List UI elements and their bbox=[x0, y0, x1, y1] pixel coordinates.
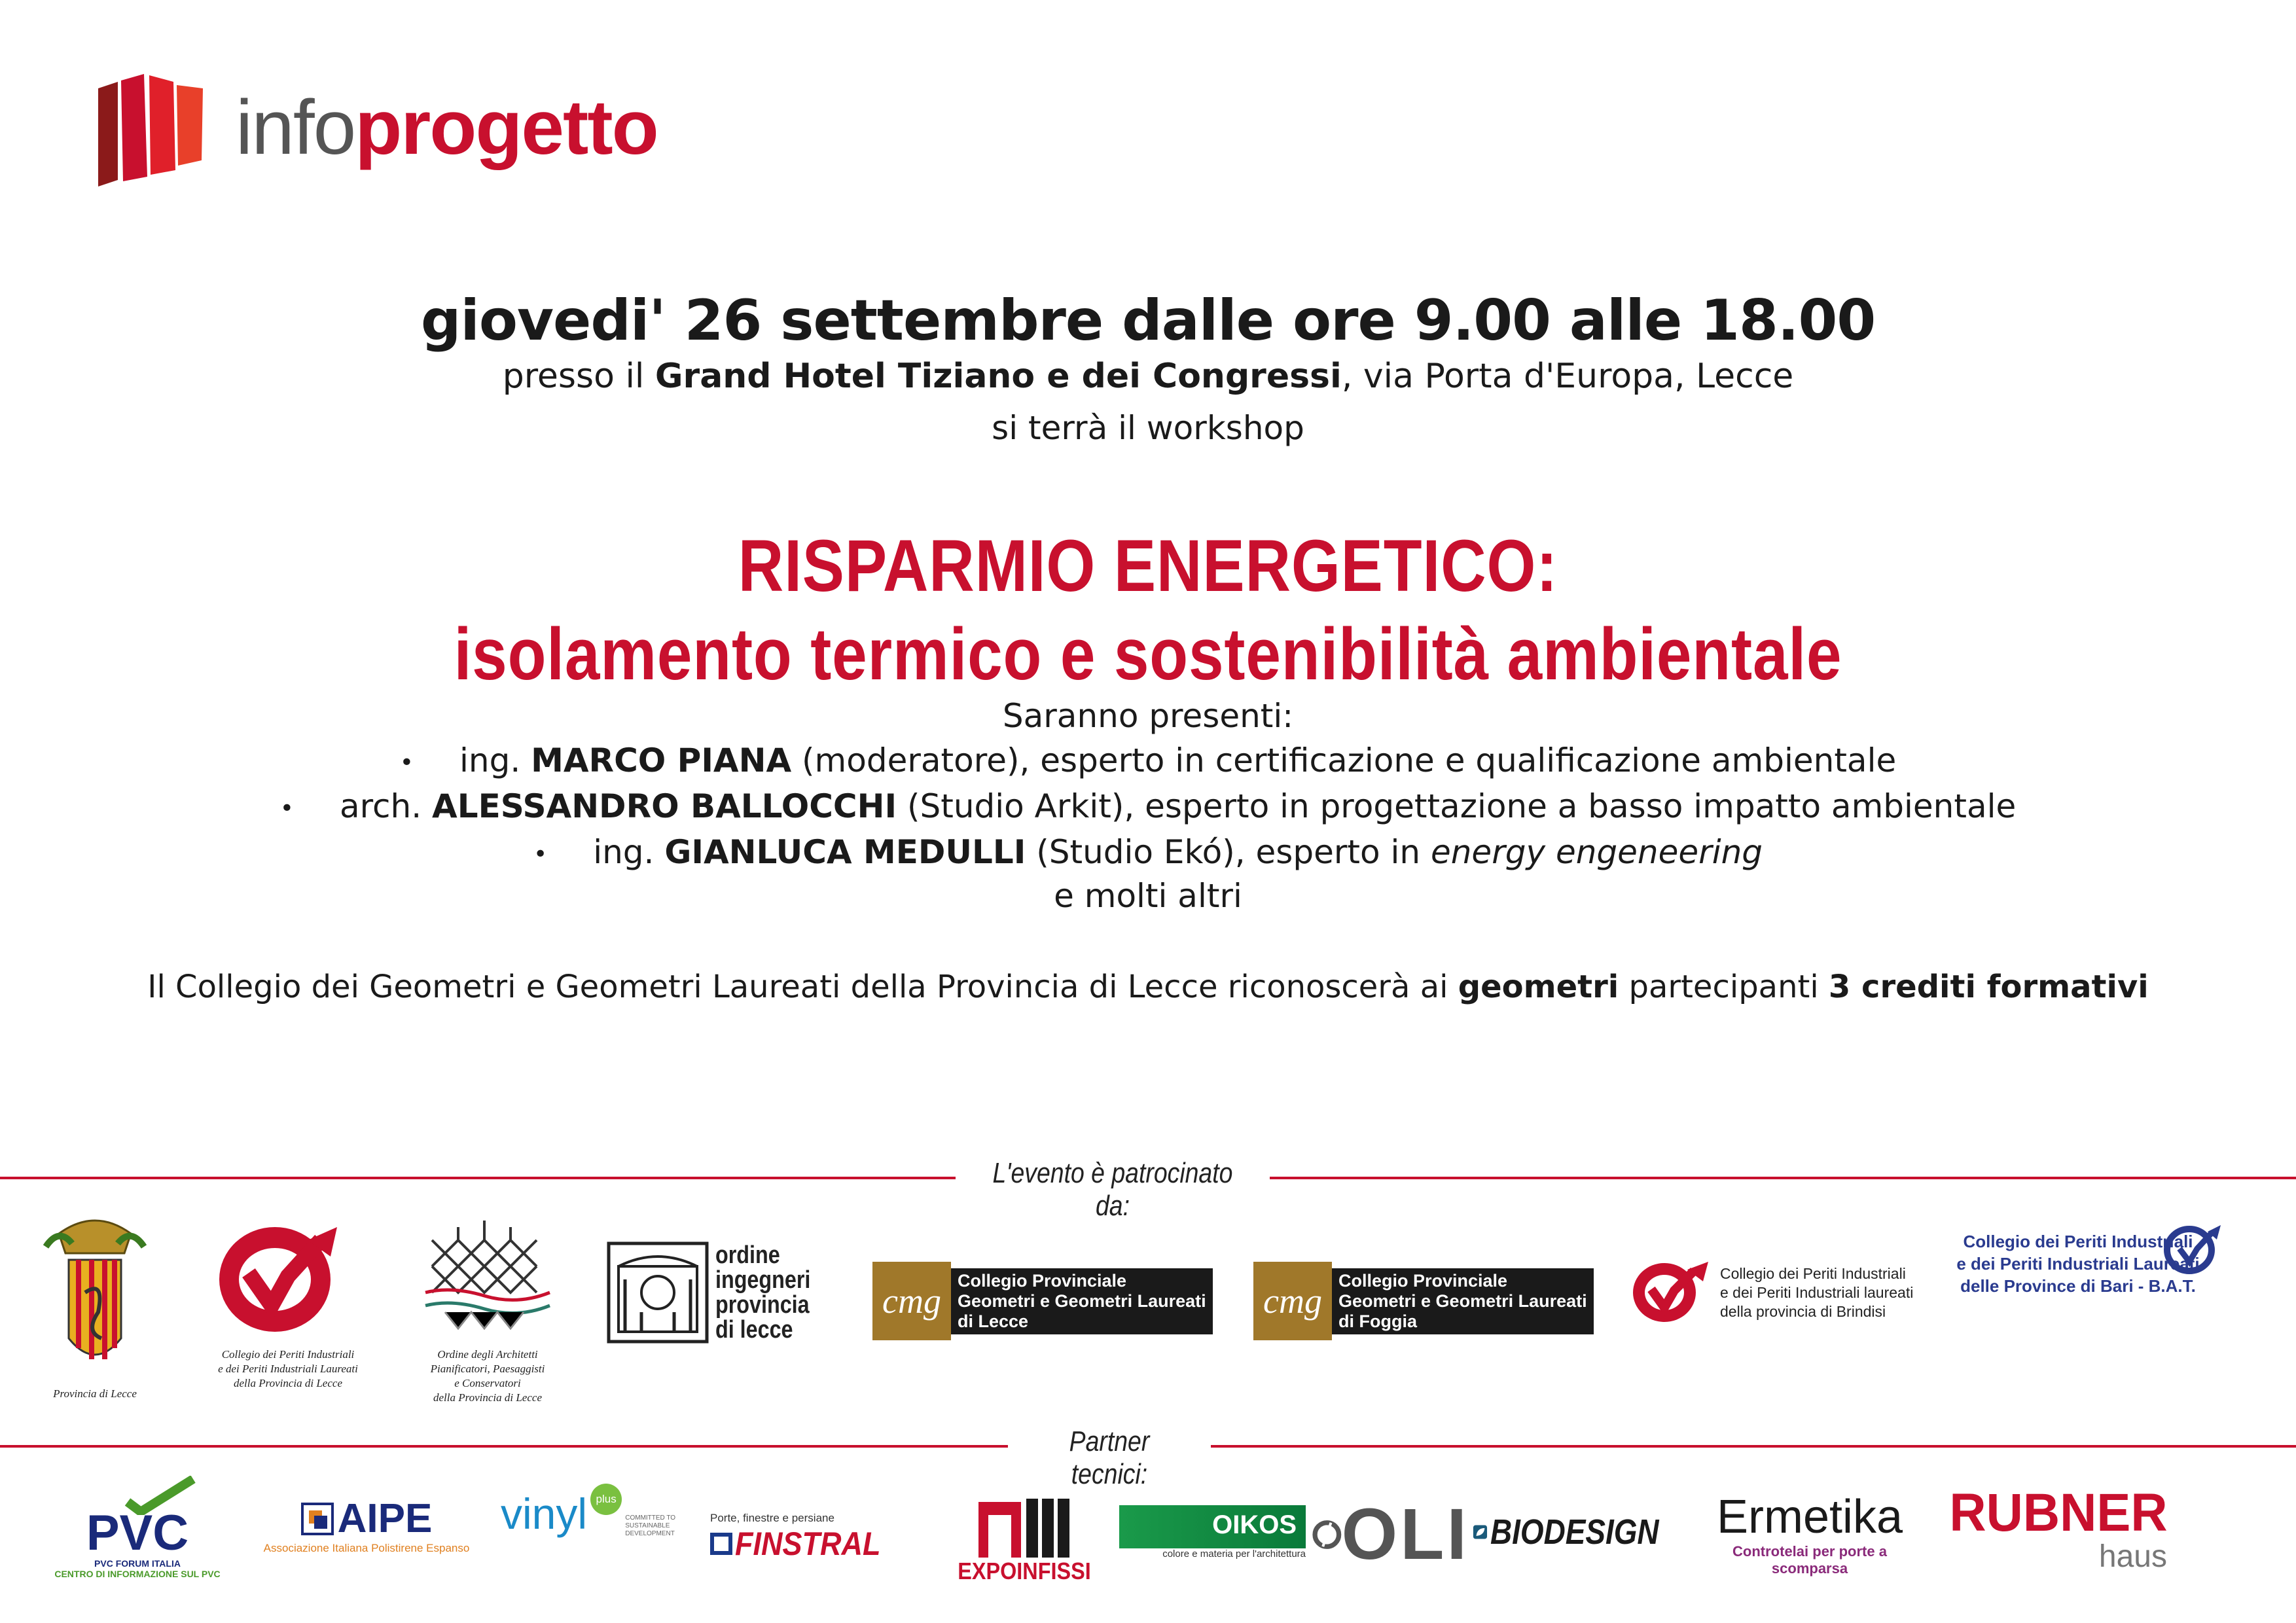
bullet-icon: • bbox=[533, 841, 548, 868]
oli-circle-icon bbox=[1312, 1499, 1342, 1571]
rubner-text: RUBNER bbox=[1949, 1483, 2168, 1543]
ingegneri-line: ordine bbox=[715, 1241, 780, 1269]
caption-line: e Conservatori bbox=[454, 1377, 521, 1389]
geometri-line: Geometri e Geometri Laureati bbox=[1338, 1291, 1587, 1311]
geometri-foggia-text bbox=[1332, 1268, 1594, 1334]
vinyl-plus-badge: plus bbox=[590, 1484, 622, 1515]
divider-line bbox=[0, 1445, 1008, 1448]
workshop-title-line2: isolamento termico e sostenibilità ambientale bbox=[454, 613, 1842, 695]
partners-label: Partner tecnici: bbox=[1023, 1425, 1196, 1491]
ermetika-text: Ermetika bbox=[1716, 1491, 1903, 1543]
credits-mid: partecipanti bbox=[1619, 969, 1829, 1005]
provincia-lecce-logo bbox=[39, 1207, 151, 1401]
oli-text: OLI bbox=[1341, 1494, 1469, 1575]
bari-line: Collegio dei Periti Industriali bbox=[1963, 1232, 2193, 1251]
finstral-top: Porte, finestre e persiane bbox=[710, 1512, 834, 1524]
vinylplus-logo bbox=[501, 1489, 710, 1541]
periti-line: e dei Periti Industriali laureati bbox=[1720, 1283, 1914, 1301]
periti-bari-emblem-icon bbox=[2163, 1222, 2222, 1275]
speaker-item bbox=[0, 833, 2296, 871]
biodesign-leaf-icon bbox=[1473, 1516, 1488, 1548]
divider-line bbox=[1211, 1445, 2296, 1448]
bari-line: delle Province di Bari - B.A.T. bbox=[1960, 1276, 2196, 1296]
speaker-item bbox=[0, 741, 2296, 779]
architetti-logo bbox=[412, 1214, 563, 1405]
rubner-sub: haus bbox=[2098, 1539, 2167, 1574]
ingegneri-line: provincia bbox=[715, 1291, 810, 1319]
periti-lecce-caption bbox=[190, 1347, 386, 1391]
caption-line: Pianificatori, Paesaggisti bbox=[430, 1363, 545, 1375]
finstral-text: FINSTRAL bbox=[735, 1525, 881, 1562]
speaker-name: MARCO PIANA bbox=[531, 741, 792, 779]
vinyl-sub: COMMITTED TO SUSTAINABLE DEVELOPMENT bbox=[625, 1514, 676, 1537]
periti-bari-logo bbox=[1934, 1222, 2222, 1297]
credits-count: 3 crediti formativi bbox=[1828, 969, 2149, 1005]
finstral-logo bbox=[710, 1512, 933, 1563]
bullet-icon: • bbox=[399, 749, 414, 776]
periti-brindisi-text bbox=[1720, 1264, 1913, 1321]
provincia-crest-icon bbox=[39, 1207, 151, 1384]
ermetika-logo bbox=[1695, 1491, 1924, 1577]
oikos-logo bbox=[1119, 1505, 1306, 1560]
periti-brindisi-logo bbox=[1628, 1257, 1913, 1329]
oikos-sub: colore e materia per l'architettura bbox=[1162, 1548, 1306, 1560]
pvc-forum-logo bbox=[39, 1476, 236, 1579]
event-date: giovedi' 26 settembre dalle ore 9.00 alle 18.00 bbox=[420, 288, 1876, 353]
aipe-logo bbox=[236, 1495, 497, 1555]
partners-divider bbox=[0, 1425, 2296, 1490]
geometri-line: di Lecce bbox=[958, 1311, 1029, 1331]
others-line: e molti altri bbox=[1054, 877, 1242, 915]
workshop-line: si terrà il workshop bbox=[992, 409, 1304, 447]
ingegneri-line: ingegneri bbox=[715, 1266, 811, 1294]
cmg-monogram-icon: cmg bbox=[872, 1262, 951, 1340]
speaker-prefix: ing. bbox=[593, 833, 665, 871]
ingegneri-text bbox=[715, 1243, 810, 1342]
caption-line: Ordine degli Architetti bbox=[437, 1348, 538, 1361]
caption-line: della Provincia di Lecce bbox=[433, 1391, 542, 1404]
geometri-lecce-text bbox=[951, 1268, 1213, 1334]
architetti-lattice-icon bbox=[412, 1214, 563, 1345]
periti-brindisi-emblem-icon bbox=[1628, 1257, 1713, 1329]
aipe-mark-icon bbox=[301, 1503, 334, 1535]
caption-line: e dei Periti Industriali Laureati bbox=[218, 1363, 358, 1375]
infoprogetto-mark-icon bbox=[92, 62, 209, 193]
periti-emblem-icon bbox=[190, 1214, 386, 1345]
credits-geometri: geometri bbox=[1458, 969, 1619, 1005]
caption-line: Collegio dei Periti Industriali bbox=[221, 1348, 355, 1361]
periti-lecce-logo bbox=[190, 1214, 386, 1391]
speaker-name: ALESSANDRO BALLOCCHI bbox=[432, 787, 897, 825]
speaker-prefix: ing. bbox=[459, 741, 531, 779]
periti-line: della provincia di Brindisi bbox=[1720, 1302, 1886, 1320]
oli-logo bbox=[1312, 1494, 1469, 1575]
ingegneri-line: di lecce bbox=[715, 1316, 793, 1344]
infoprogetto-logo bbox=[92, 62, 658, 193]
rubner-logo bbox=[1934, 1483, 2183, 1574]
biodesign-text: BIODESIGN bbox=[1490, 1512, 1659, 1552]
venue-name: Grand Hotel Tiziano e dei Congressi bbox=[655, 357, 1342, 396]
pvc-sub1: PVC FORUM ITALIA bbox=[94, 1558, 181, 1569]
pvc-sub2: CENTRO DI INFORMAZIONE SUL PVC bbox=[54, 1569, 221, 1579]
logo-progetto-text: progetto bbox=[355, 84, 658, 171]
expoinfissi-logo bbox=[936, 1495, 1113, 1585]
geometri-lecce-logo bbox=[872, 1262, 1213, 1340]
geometri-line: Collegio Provinciale bbox=[958, 1270, 1127, 1291]
pvc-text: PVC bbox=[86, 1505, 189, 1561]
geometri-line: di Foggia bbox=[1338, 1311, 1417, 1331]
periti-line: Collegio dei Periti Industriali bbox=[1720, 1264, 1906, 1282]
architetti-caption bbox=[412, 1347, 563, 1405]
geometri-line: Geometri e Geometri Laureati bbox=[958, 1291, 1206, 1311]
speaker-desc: (moderatore), esperto in certificazione e qualificazione ambientale bbox=[791, 741, 1897, 779]
patrons-label: L'evento è patrocinato da: bbox=[979, 1157, 1246, 1222]
finstral-window-icon bbox=[710, 1533, 732, 1555]
ingegneri-building-icon bbox=[605, 1240, 710, 1345]
present-label: Saranno presenti: bbox=[1002, 697, 1294, 735]
bari-line: e dei Periti Industriali Laureati bbox=[1956, 1254, 2200, 1274]
caption-line: della Provincia di Lecce bbox=[233, 1377, 342, 1389]
vinyl-text: vinyl bbox=[501, 1489, 588, 1538]
patrons-divider bbox=[0, 1157, 2296, 1222]
credits-line bbox=[0, 969, 2296, 1005]
divider-line bbox=[0, 1177, 956, 1179]
speaker-prefix: arch. bbox=[339, 787, 433, 825]
speaker-item bbox=[0, 787, 2296, 825]
speaker-name: GIANLUCA MEDULLI bbox=[664, 833, 1026, 871]
geometri-line: Collegio Provinciale bbox=[1338, 1270, 1508, 1291]
biodesign-logo bbox=[1473, 1512, 1689, 1552]
ermetika-sub: Controtelai per porte a scomparsa bbox=[1732, 1543, 1887, 1577]
provincia-caption: Provincia di Lecce bbox=[53, 1387, 137, 1400]
event-venue bbox=[0, 357, 2296, 396]
venue-prefix: presso il bbox=[502, 357, 655, 396]
divider-line bbox=[1270, 1177, 2296, 1179]
aipe-sub: Associazione Italiana Polistirene Espanso bbox=[263, 1542, 470, 1554]
bullet-icon: • bbox=[279, 795, 294, 822]
logo-info-text: info bbox=[236, 84, 355, 171]
aipe-text: AIPE bbox=[337, 1496, 433, 1541]
speaker-desc: (Studio Arkit), esperto in progettazione a basso impatto ambientale bbox=[897, 787, 2017, 825]
credits-prefix: Il Collegio dei Geometri e Geometri Laureati della Provincia di Lecce riconoscerà ai bbox=[147, 969, 1458, 1005]
speaker-desc: (Studio Ekó), esperto in bbox=[1026, 833, 1431, 871]
speaker-desc-italic: energy engeneering bbox=[1430, 833, 1763, 871]
ingegneri-logo bbox=[605, 1240, 827, 1345]
expoinfissi-bars-icon bbox=[975, 1495, 1073, 1558]
geometri-foggia-logo bbox=[1253, 1262, 1594, 1340]
workshop-title-line1: RISPARMIO ENERGETICO: bbox=[738, 525, 1558, 607]
cmg-monogram-icon: cmg bbox=[1253, 1262, 1332, 1340]
infoprogetto-wordmark bbox=[236, 83, 658, 172]
oikos-text: OIKOS bbox=[1212, 1510, 1297, 1539]
venue-suffix: , via Porta d'Europa, Lecce bbox=[1341, 357, 1794, 396]
expoinfissi-text: EXPOINFISSI bbox=[958, 1558, 1091, 1584]
